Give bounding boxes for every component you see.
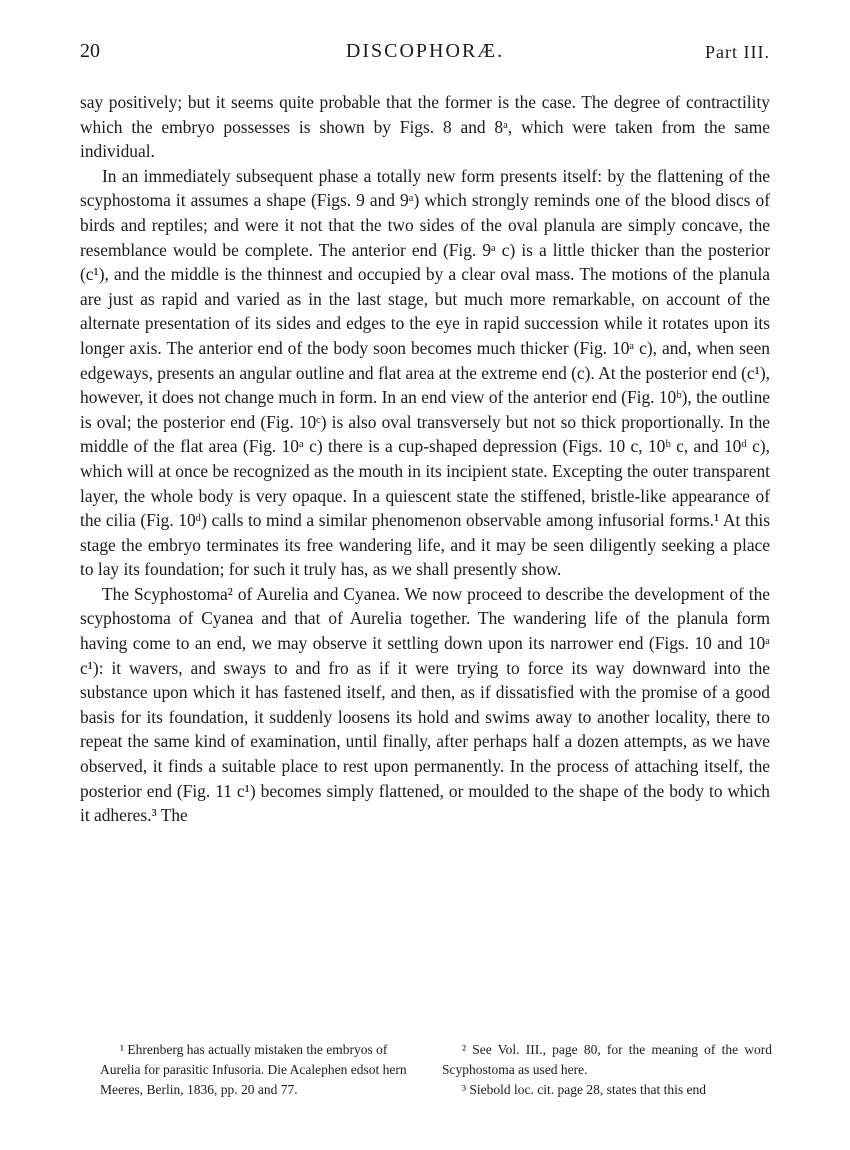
paragraph-scyphostoma: The Scyphostoma² of Aurelia and Cyanea. We now proceed to describe the development of the scyphostoma of Cyanea and that of Aurelia together. The wandering life of the planula form having come to an end, we may observe it settling down upon its narrower end (Figs. 10 and 10ᵃ c¹): it wavers, and sways to and fro as if it were trying to force its way downward into the substance upon which it has fastened itself, and then, as if dissatisfied with the promise of a good basis for its foundation, it suddenly loosens its hold and swims away to another locality, there to repeat the same kind of examination, until finally, after perhaps half a dozen attempts, as we have observed, it finds a suitable place to rest upon permanently. In the process of attaching itself, the posterior end (Fig. 11 c¹) becomes simply flattened, or moulded to the shape of the body to which it adheres.³ The bbox=[80, 583, 770, 826]
footnote-3: ³ Siebold loc. cit. page 28, states that this end bbox=[462, 1082, 707, 1097]
footnote-2: ² See Vol. III., page 80, for the meaning of the word Scyphostoma as used here. bbox=[442, 1042, 772, 1077]
footnote-1: ¹ Ehrenberg has actually mistaken the embryos of Aurelia for parasitic Infusoria. Die Acalephen edsot hern Meeres, Berlin, 1836, pp. 20 and 77. bbox=[100, 1042, 407, 1097]
part-label: Part III. bbox=[705, 42, 770, 62]
footnote-column-left bbox=[100, 1040, 430, 1100]
running-title: DISCOPHORÆ. bbox=[345, 40, 505, 62]
page-number: 20 bbox=[80, 40, 100, 62]
paragraph-continuation: say positively; but it seems quite probable that the former is the case. The degree of contractility which the embryo possesses is shown by Figs. 8 and 8ᵃ, which were taken from the same individual. bbox=[80, 92, 770, 162]
running-header bbox=[80, 40, 770, 70]
paragraph-planula-phase: In an immediately subsequent phase a totally new form presents itself: by the flattening of the scyphostoma it assumes a shape (Figs. 9 and 9ᵃ) which strongly reminds one of the blood discs of birds and reptiles; and were it not that the two sides of the oval planula are simply concave, the resemblance would be complete. The anterior end (Fig. 9ᵃ c) is a little thicker than the posterior (c¹), and the middle is the thinnest and occupied by a clear oval mass. The motions of the planula are just as rapid and varied as in the last stage, but much more remarkable, on account of the alternate presentation of its sides and edges to the eye in rapid succession while it rotates upon its longer axis. The anterior end of the body soon becomes much thicker (Fig. 10ᵃ c), and, when seen edgeways, presents an angular outline and flat area at the extreme end (c). At the posterior end (c¹), however, it does not change much in form. In an end view of the anterior end (Fig. 10ᵇ), the outline is oval; the posterior end (Fig. 10ᶜ) is also oval transversely but not so thick proportionally. In the middle of the flat area (Fig. 10ᵃ c) there is a cup-shaped depression (Figs. 10 c, 10ᵇ c, and 10ᵈ c), which will at once be recognized as the mouth in its incipient state. Excepting the outer transparent layer, the whole body is very opaque. In a quiescent state the stiffened, bristle-like appearance of the cilia (Fig. 10ᵈ) calls to mind a similar phenomenon observable among infusorial forms.¹ At this stage the embryo terminates its free wandering life, and it may be seen diligently seeking a place to lay its foundation; for such it truly has, as we shall presently show. bbox=[80, 165, 770, 580]
body-text bbox=[80, 90, 770, 828]
footnote-column-right bbox=[442, 1040, 772, 1100]
